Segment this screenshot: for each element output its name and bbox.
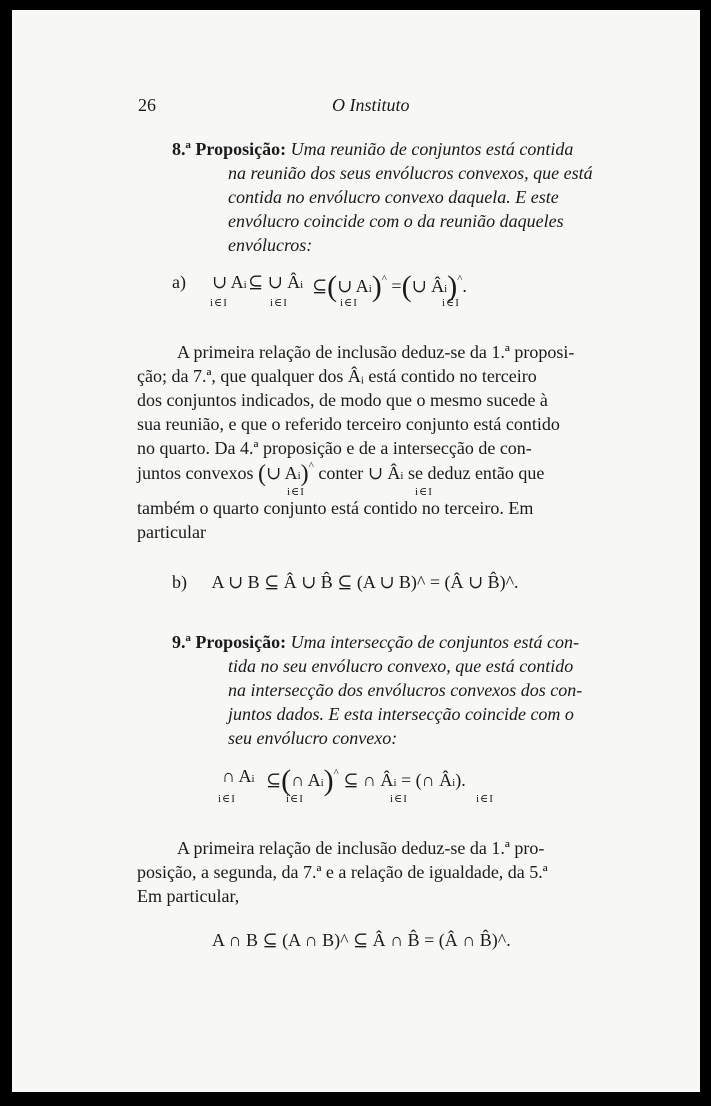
formula-c: ∩ Ai i∈I ⊆(∩ Ai)^ ⊆ ∩ Âi = (∩ Âi). i∈I i∈I i∈I bbox=[218, 764, 494, 805]
paragraph-line: A primeira relação de inclusão deduz-se da 1.ª pro- bbox=[177, 838, 545, 858]
page-header bbox=[12, 95, 700, 119]
formula-b-expression: A ∪ B ⊆ Â ∪ B̂ ⊆ (A ∪ B)^ = (Â ∪ B̂)^. bbox=[211, 572, 519, 592]
proposition-8-line: contida no envólucro convexo daquela. E este bbox=[228, 187, 559, 207]
formula-b bbox=[172, 572, 519, 593]
proposition-9-first-line: 9.ª Proposição: Uma intersecção de conjuntos está con- bbox=[172, 632, 580, 652]
paragraph-1 bbox=[137, 340, 617, 544]
formula-a-union-hat: ⊆ ∪ Âi bbox=[248, 272, 304, 292]
formula-d bbox=[212, 930, 511, 951]
formula-a: a) ∪ Ai i∈I ⊆ ∪ Âi i∈I ⊆(∪ Ai)^ =(∪ Âi)^. i∈I i∈I bbox=[172, 272, 592, 318]
proposition-8-line: envólucro coincide com o da reunião daqueles bbox=[228, 211, 564, 231]
proposition-8-line: na reunião dos seus envólucros convexos, que está bbox=[228, 163, 593, 183]
formula-d-expression: A ∩ B ⊆ (A ∩ B)^ ⊆ Â ∩ B̂ = (Â ∩ B̂)^. bbox=[212, 930, 511, 950]
proposition-9-line: na intersecção dos envólucros convexos dos con- bbox=[228, 680, 583, 700]
proposition-8-line: envólucros: bbox=[228, 235, 313, 255]
paragraph-line: particular bbox=[137, 522, 206, 542]
proposition-9 bbox=[172, 630, 602, 750]
paragraph-line: no quarto. Da 4.ª proposição e de a intersecção de con- bbox=[137, 438, 532, 458]
book-page bbox=[12, 10, 700, 1092]
proposition-9-line: seu envólucro convexo: bbox=[228, 728, 398, 748]
formula-b-tag: b) bbox=[172, 572, 187, 592]
paragraph-2 bbox=[137, 836, 617, 908]
proposition-9-line: juntos dados. E esta intersecção coincide com o bbox=[228, 704, 574, 724]
paragraph-line: posição, a segunda, da 7.ª e a relação de igualdade, da 5.ª bbox=[137, 862, 548, 882]
paragraph-inline-formula-line: juntos convexos (∪ Ai)^ conter ∪ Âi se deduz então que i∈I i∈I bbox=[137, 460, 545, 498]
formula-a-tag: a) bbox=[172, 272, 186, 292]
proposition-8-first-line: 8.ª Proposição: Uma reunião de conjuntos está contida bbox=[172, 139, 574, 159]
running-title: O Instituto bbox=[332, 95, 410, 115]
formula-a-hull: ⊆(∪ Ai)^ =(∪ Âi)^. bbox=[312, 270, 467, 303]
paragraph-line: Em particular, bbox=[137, 886, 240, 906]
proposition-8 bbox=[172, 137, 602, 257]
paragraph-line: dos conjuntos indicados, de modo que o mesmo sucede à bbox=[137, 390, 548, 410]
page-number: 26 bbox=[138, 95, 156, 115]
paragraph-line: A primeira relação de inclusão deduz-se da 1.ª proposi- bbox=[177, 342, 575, 362]
paragraph-line: ção; da 7.ª, que qualquer dos Âᵢ está contido no terceiro bbox=[137, 366, 537, 386]
proposition-9-line: tida no seu envólucro convexo, que está contido bbox=[228, 656, 574, 676]
paragraph-line: também o quarto conjunto está contido no terceiro. Em bbox=[137, 498, 534, 518]
formula-a-union-a: ∪ Ai bbox=[212, 272, 247, 292]
paragraph-line: sua reunião, e que o referido terceiro conjunto está contido bbox=[137, 414, 560, 434]
